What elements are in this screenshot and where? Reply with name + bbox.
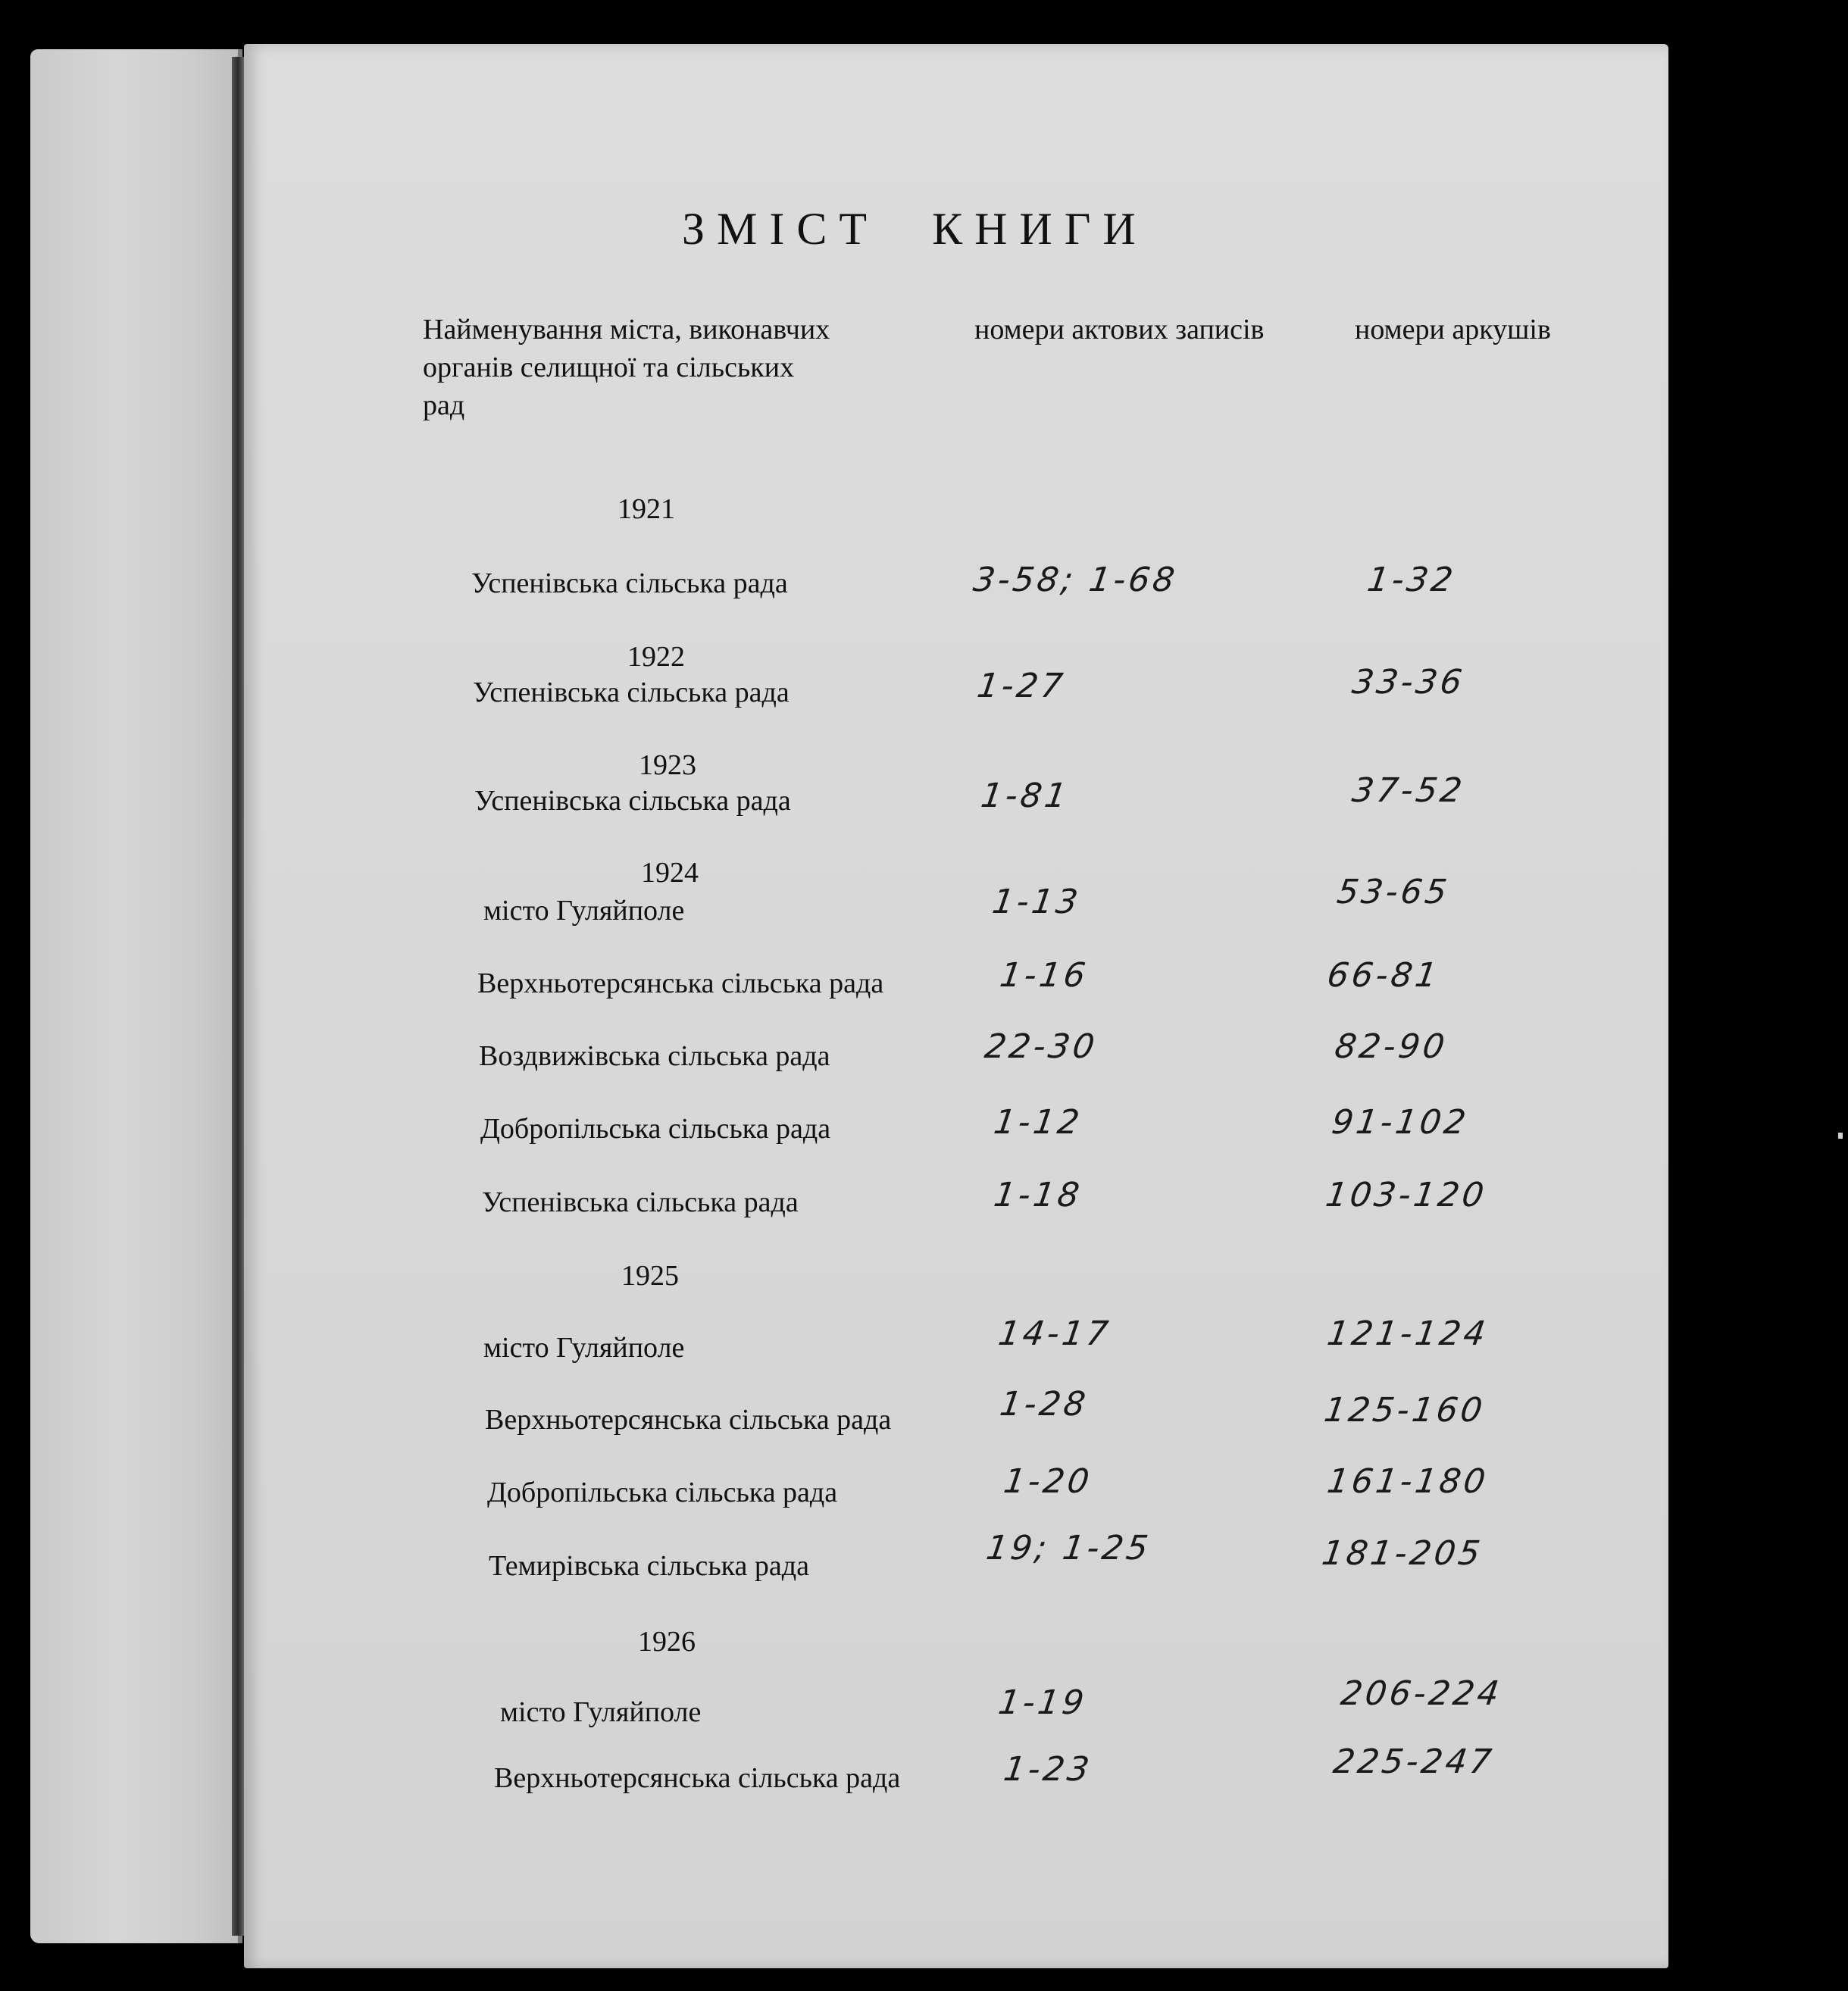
entry-records: 1-81: [978, 777, 1072, 815]
entry-name: Успенівська сільська рада: [471, 567, 788, 599]
entry-sheets: 125-160: [1321, 1391, 1488, 1430]
entry-records: 1-28: [997, 1385, 1091, 1424]
year-heading-1922: 1922: [627, 641, 685, 673]
entry-sheets: 53-65: [1334, 873, 1452, 911]
entry-sheets: 91-102: [1329, 1103, 1471, 1142]
entry-records: 1-27: [974, 667, 1068, 705]
entry-sheets: 66-81: [1324, 956, 1443, 995]
entry-sheets: 37-52: [1349, 771, 1468, 810]
entry-sheets: 121-124: [1324, 1314, 1491, 1353]
entry-records: 1-20: [1001, 1462, 1095, 1501]
entry-records: 1-13: [990, 883, 1083, 921]
title-word-1: ЗМІСТ: [682, 204, 880, 254]
entry-records: 3-58; 1-68: [971, 561, 1180, 599]
edge-mark: [1838, 1133, 1843, 1139]
year-heading-1921: 1921: [618, 493, 675, 525]
column-header-records: номери актових записів: [974, 314, 1265, 345]
entry-records: 22-30: [982, 1027, 1100, 1066]
column-header-name: [423, 311, 830, 424]
entry-name: Верхньотерсянська сільська рада: [494, 1762, 901, 1794]
entry-name: Успенівська сільська рада: [474, 785, 791, 817]
header-name-line-2: органів селищної та сільських: [423, 352, 795, 383]
entry-name: Успенівська сільська рада: [482, 1186, 799, 1218]
entry-sheets: 82-90: [1332, 1027, 1450, 1066]
entry-sheets: 1-32: [1365, 561, 1459, 599]
entry-sheets: 161-180: [1324, 1462, 1491, 1501]
entry-sheets: 225-247: [1330, 1743, 1497, 1781]
entry-records: 1-16: [997, 956, 1091, 995]
entry-sheets: 181-205: [1319, 1534, 1486, 1573]
entry-name: Добропільська сільська рада: [480, 1113, 831, 1145]
title-word-2: КНИГИ: [932, 204, 1148, 254]
year-heading-1924: 1924: [641, 857, 699, 889]
entry-sheets: 206-224: [1338, 1674, 1505, 1713]
column-header-sheets: номери аркушів: [1355, 314, 1551, 345]
header-name-line-3: рад: [423, 389, 465, 421]
entry-name: Верхньотерсянська сільська рада: [477, 967, 884, 999]
entry-name: місто Гуляйполе: [483, 1332, 685, 1364]
entry-name: Темирівська сільська рада: [489, 1550, 809, 1582]
entry-name: Добропільська сільська рада: [487, 1477, 838, 1508]
entry-name: Верхньотерсянська сільська рада: [485, 1404, 892, 1436]
book-binding: [232, 57, 244, 1936]
header-name-line-1: Найменування міста, виконавчих: [423, 314, 830, 345]
year-heading-1923: 1923: [639, 749, 696, 781]
entry-records: 1-12: [991, 1103, 1085, 1142]
entry-name: Воздвижівська сільська рада: [479, 1040, 830, 1072]
entry-records: 14-17: [996, 1314, 1114, 1353]
entry-name: Успенівська сільська рада: [473, 677, 790, 708]
folded-page-flap: [30, 49, 242, 1943]
entry-records: 1-18: [991, 1176, 1085, 1214]
entry-sheets: 33-36: [1349, 663, 1468, 702]
entry-records: 1-19: [996, 1683, 1090, 1722]
entry-records: 1-23: [1001, 1750, 1095, 1789]
entry-name: місто Гуляйполе: [483, 895, 685, 927]
entry-sheets: 103-120: [1323, 1176, 1490, 1214]
entry-records: 19; 1-25: [983, 1529, 1154, 1567]
entry-name: місто Гуляйполе: [500, 1696, 702, 1728]
page-title: [682, 203, 1148, 255]
year-heading-1926: 1926: [638, 1626, 696, 1658]
year-heading-1925: 1925: [621, 1260, 679, 1292]
